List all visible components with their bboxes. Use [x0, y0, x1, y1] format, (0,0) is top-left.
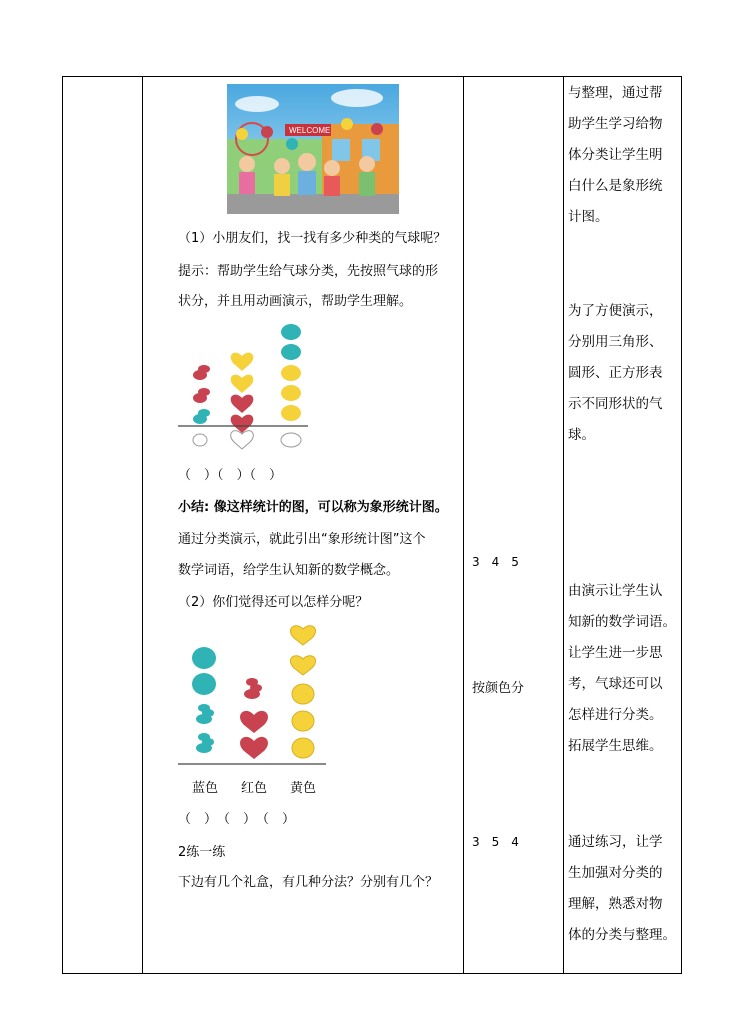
answer-3: 3 5 4: [472, 835, 519, 849]
note-block-4: 通过练习，让学 生加强对分类的 理解，熟悉对物 体的分类与整理。: [568, 834, 676, 943]
column-divider-2: [463, 77, 464, 973]
label-blue: 蓝色: [192, 781, 219, 796]
answer-1: 3 4 5: [472, 555, 519, 569]
practice-question: 下边有几个礼盒，有几种分法？分别有几个？: [178, 875, 439, 890]
blanks-row-1: （ ）（ ）（ ）: [178, 468, 283, 483]
question-1: （1）小朋友们，找一找有多少种类的气球呢？: [178, 231, 447, 246]
summary-text: 小结: 像这样统计的图，可以称为象形统计图。: [178, 500, 448, 515]
color-pictograph: [178, 622, 328, 772]
candy-balloon-column: [193, 365, 210, 424]
question-2: （2）你们觉得还可以怎样分呢？: [178, 595, 369, 610]
column-divider-1: [142, 77, 143, 973]
children-balloon-scene: [227, 84, 399, 214]
note-block-1: 与整理，通过帮 助学生学习给物 体分类让学生明 白什么是象形统 计图。: [568, 85, 663, 225]
intro-line-1: 通过分类演示，就此引出“象形统计图”这个: [178, 532, 426, 547]
heart-balloon-column: [231, 353, 254, 433]
shape-pictograph: [178, 322, 318, 452]
hint-line-1: 提示：帮助学生给气球分类，先按照气球的形: [178, 264, 439, 279]
hint-line-2: 状分，并且用动画演示，帮助学生理解。: [178, 294, 413, 309]
practice-title: 2练一练: [178, 845, 226, 860]
red-balloon-column: [240, 678, 268, 759]
yellow-balloon-column: [290, 626, 315, 758]
answer-2: 按颜色分: [472, 681, 525, 696]
intro-line-2: 数学词语，给学生认知新的数学概念。: [178, 563, 400, 578]
blue-balloon-column: [192, 647, 216, 753]
note-block-3: 由演示让学生认 知新的数学词语。 让学生进一步思 考，气球还可以 怎样进行分类。 拓展学生思维。: [568, 583, 676, 754]
label-yellow: 黄色: [290, 781, 317, 796]
note-block-2: 为了方便演示， 分别用三角形、 圆形、正方形表 示不同形状的气 球。: [568, 303, 663, 443]
column-divider-3: [563, 77, 564, 973]
label-red: 红色: [241, 781, 268, 796]
welcome-sign: WELCOME: [289, 126, 331, 135]
blanks-row-2: （ ） （ ） （ ）: [178, 812, 296, 827]
round-balloon-column: [281, 324, 301, 421]
